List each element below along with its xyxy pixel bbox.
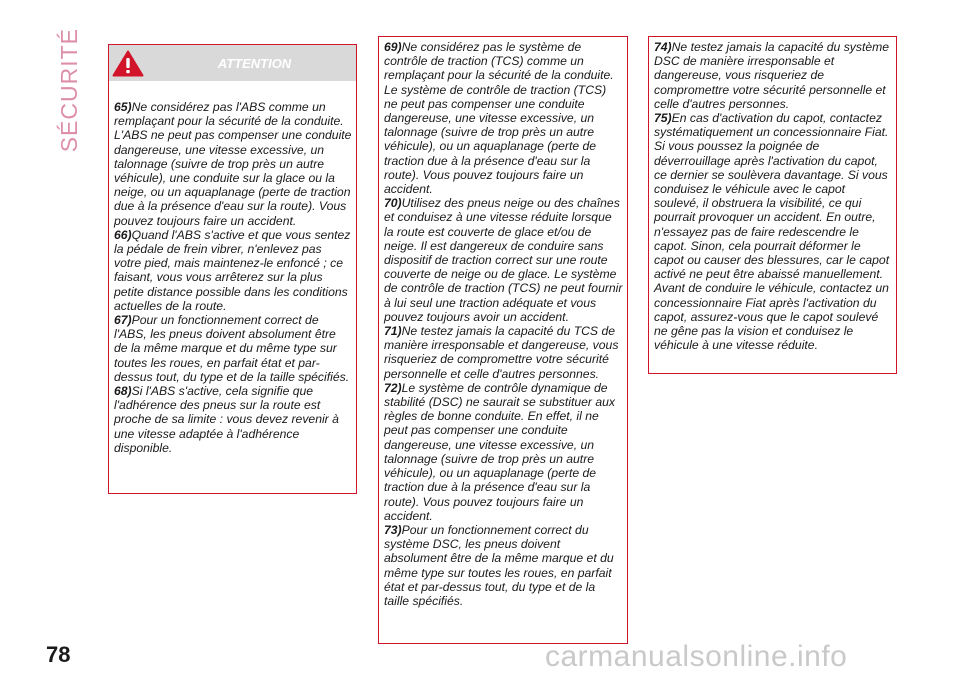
note-number: 65): [114, 100, 132, 114]
note-number: 67): [114, 313, 132, 328]
warning-note: [384, 196, 623, 324]
warning-box-abs: [108, 44, 357, 494]
note-text: Le système de contrôle dynamique de stabilité (DSC) ne saurait se substituer aux règles de bonne conduite. En effet, il ne peut pas compenser une conduite dangereuse, une vitesse excessive, un talonnage (suivre de trop près un autre véhicule), ou un aquaplanage (perte de traction due à la présence d'eau sur la route). Vous pouvez toujours faire un accident.: [384, 380, 615, 523]
note-text: Pour un fonctionnement correct de l'ABS, les pneus doivent absolument être de la même marque et du même type sur toutes les roues, en parfait état et par-dessus tout, du type et de la taille spécifiés.: [114, 313, 350, 384]
watermark: carmanualsonline.info: [545, 640, 848, 673]
note-number: 66): [114, 227, 132, 242]
attention-title: ATTENTION: [217, 56, 292, 71]
notes-column-1: [114, 100, 352, 455]
warning-note: [114, 228, 352, 313]
warning-note: [384, 40, 623, 196]
warning-note: [654, 111, 892, 352]
warning-box-tcs-dsc: [378, 36, 628, 644]
warning-note: [384, 523, 623, 608]
note-text: Pour un fonctionnement correct du système DSC, les pneus doivent absolument être de la même marque et du même type sur toutes les roues, en parfait état et par-dessus tout, du type et de la taille spécifiés.: [384, 522, 614, 608]
note-text: Ne testez jamais la capacité du TCS de manière irresponsable et dangereuse, vous risqueriez de compromettre votre sécurité personnelle et celle d'autres personnes.: [384, 324, 619, 381]
note-text: Ne considérez pas l'ABS comme un remplaçant pour la sécurité de la conduite. L'ABS ne peut pas compenser une conduite dangereuse, une vitesse excessive, un talonnage (suivre de trop près un autre véhicule), une conduite sur la glace ou la neige, ou un aquaplanage (perte de traction due à la présence d'eau sur la route). Vous pouvez toujours faire un accident.: [114, 100, 352, 228]
note-number: 68): [114, 384, 132, 399]
note-text: Ne testez jamais la capacité du système DSC de manière irresponsable et dangereuse, vous risqueriez de compromettre votre sécurité personnelle et celle d'autres personnes.: [654, 40, 890, 111]
warning-note: [384, 324, 623, 381]
page-number: 78: [46, 642, 71, 667]
note-text: Utilisez des pneus neige ou des chaînes et conduisez à une vitesse réduite lorsque la route est couverte de glace et/ou de neige. Il est dangereux de conduire sans dispositif de traction correct sur une route couverte de neige ou de glace. Le système de contrôle de traction (TCS) ne peut fournir à lui seul une traction adéquate et vous pouvez toujours avoir un accident.: [384, 196, 623, 324]
warning-triangle-icon: [112, 50, 144, 77]
notes-column-2: [384, 40, 623, 608]
note-number: 71): [384, 324, 402, 339]
note-number: 75): [654, 111, 672, 126]
section-label: SÉCURITÉ: [55, 28, 82, 153]
attention-header: [109, 45, 356, 81]
note-number: 69): [384, 40, 402, 54]
warning-note: [114, 384, 352, 455]
warning-note: [384, 381, 623, 523]
warning-box-capot: [648, 36, 897, 374]
warning-note: [114, 313, 352, 384]
note-text: Ne considérez pas le système de contrôle de traction (TCS) comme un remplaçant pour la sécurité de la conduite. Le système de contrôle de traction (TCS) ne peut pas compenser une conduite dangereuse, une vitesse excessive, un talonnage (suivre de trop près un autre véhicule), ou un aquaplanage (perte de traction due à la présence d'eau sur la route). Vous pouvez toujours faire un accident.: [384, 40, 614, 197]
note-text: Quand l'ABS s'active et que vous sentez la pédale de frein vibrer, n'enlevez pas votre pied, mais maintenez-le enfoncé ; ce faisant, vous vous arrêterez sur la plus petite distance possible dans les conditions actuelles de la route.: [114, 227, 351, 313]
note-number: 73): [384, 522, 402, 537]
note-number: 74): [654, 40, 672, 54]
note-text: En cas d'activation du capot, contactez systématiquement un concessionnaire Fiat. Si vous poussez la poignée de déverrouillage après l'activation du capot, ce dernier se soulèvera davantage. Si vous conduisez le véhicule avec le capot soulevé, il obstruera la visibilité, ce qui pourrait provoquer un accident. En outre, n'essayez pas de faire redescendre le capot. Sinon, cela pourrait déformer le capot ou causer des blessures, car le capot activé ne peut être abaissé manuellement. Avant de conduire le véhicule, contactez un concessionnaire Fiat après l'activation du capot, assurez-vous que le capot soulevé ne gêne pas la vision et conduisez le véhicule à une vitesse réduite.: [654, 111, 890, 353]
note-text: Si l'ABS s'active, cela signifie que l'adhérence des pneus sur la route est proche de sa limite : vous devez revenir à une vitesse adaptée à l'adhérence disponible.: [114, 384, 339, 455]
warning-note: [114, 100, 352, 228]
note-number: 72): [384, 380, 402, 395]
notes-column-3: [654, 40, 892, 352]
note-number: 70): [384, 196, 402, 211]
section-tab: [55, 28, 82, 153]
warning-note: [654, 40, 892, 111]
